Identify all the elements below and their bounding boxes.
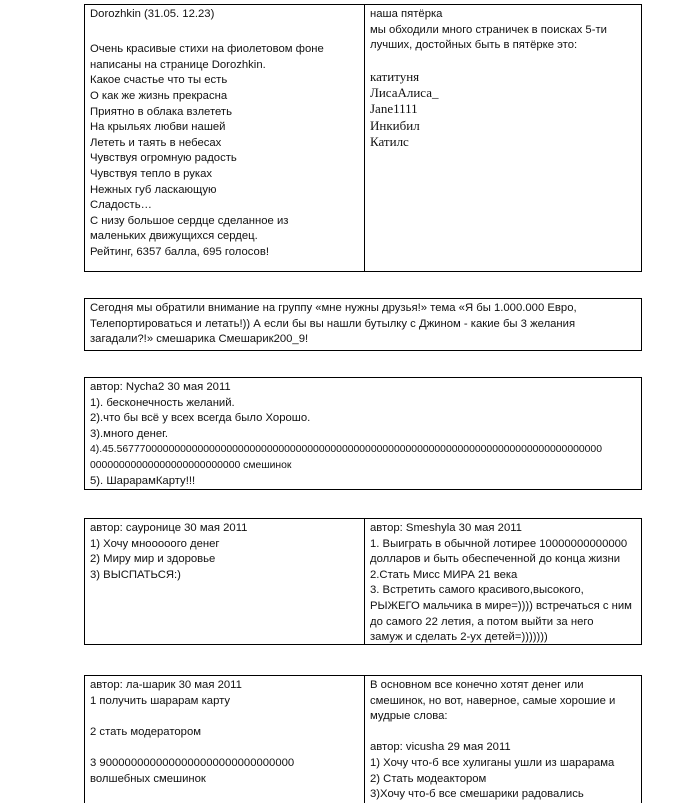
smeshyla-cell: [364, 519, 641, 644]
top5-text-line: мы обходили много страничек в поисках 5-ти: [370, 23, 607, 36]
wish-line: 3 9000000000000000000000000000000: [90, 756, 295, 769]
intro-line: мудрые слова:: [370, 710, 448, 723]
author-line: автор: vicusha 29 мая 2011: [370, 741, 511, 754]
author-line: автор: ла-шарик 30 мая 2011: [90, 679, 242, 691]
dorozhkin-header: Dorozhkin (31.05. 12.23): [90, 8, 215, 20]
section-dorozhkin-and-top5: [84, 4, 642, 272]
top5-text-line: лучших, достойных быть в пятёрке это:: [370, 39, 578, 52]
wish-line: 3. Встретить самого красивого,высокого,: [370, 584, 584, 597]
poem-line: Чувствуя огромную радость: [90, 152, 237, 165]
section-nycha2: [84, 377, 642, 490]
sauronice-cell: [85, 519, 364, 644]
topic-line: загадали?!» смешарика Смешарик200_9!: [90, 333, 309, 346]
rating-line: Рейтинг, 6357 балла, 695 голосов!: [90, 245, 269, 258]
wish-line: 4).45.567770000000000000000000000000000000000000000000000000000000000000000000000000000000: [90, 444, 602, 456]
top5-name: Катилс: [370, 133, 409, 149]
top5-cell: [364, 5, 641, 271]
wish-line: 1. Выиграть в обычной лотирее 10000000000000: [370, 537, 628, 550]
intro-line: смешинок, но вот, наверное, самые хорошие и: [370, 694, 616, 707]
wish-line: 1). бесконечность желаний.: [90, 396, 235, 409]
poem-line: О как же жизнь прекрасна: [90, 89, 228, 102]
author-line: автор: Nycha2 30 мая 2011: [90, 381, 231, 393]
topic-line: Телепортироваться и летать!)) А если бы вы нашли бутылку с Джином - какие бы 3 желания: [90, 317, 576, 330]
poem-line: Лететь и таять в небесах: [90, 136, 222, 149]
top5-header: наша пятёрка: [370, 8, 443, 20]
nycha2-cell: [85, 378, 641, 489]
wish-line: РЫЖЕГО мальчика в мире=)))) встречаться с ним: [370, 599, 632, 612]
poem-line: Приятно в облака взлететь: [90, 105, 232, 118]
top5-name: Инкибил: [370, 117, 420, 133]
poem-line: маленьких движущихся сердец.: [90, 230, 258, 243]
author-line: автор: сауронице 30 мая 2011: [90, 522, 248, 534]
author-line: автор: Smeshyla 30 мая 2011: [370, 522, 522, 534]
wish-line: до самого 22 летия, а потом выйти за него: [370, 615, 594, 628]
wish-line: долларов и быть обеспеченной до конца жизни: [370, 553, 621, 566]
poem-line: С низу большое сердце сделанное из: [90, 214, 289, 227]
group-topic-cell: [85, 299, 641, 350]
wish-line: 1) Хочу мнооооого денег: [90, 537, 220, 550]
la-sharik-cell: [85, 676, 364, 803]
wish-line: 2) Стать модеактором: [370, 772, 487, 785]
top5-name: ЛисаАлиса_: [370, 85, 439, 101]
wish-line: 3)Хочу что-б все смешарики радовались: [370, 788, 584, 801]
section-group-topic: [84, 298, 642, 351]
wish-line: 3) ВЫСПАТЬСЯ:): [90, 568, 181, 581]
wish-line: 2).что бы всё у всех всегда было Хорошо.: [90, 412, 311, 425]
poem-line: Какое счастье что ты есть: [90, 74, 228, 87]
dorozhkin-cell: [85, 5, 364, 271]
poem-line: написаны на странице Dorozhkin.: [90, 58, 266, 71]
section-la-sharik-vicusha: [84, 675, 642, 803]
wish-line: 5). ШарарамКарту!!!: [90, 474, 196, 487]
wish-line: 1 получить шарарам карту: [90, 694, 231, 707]
wish-line: замуж и сделать 2-ух детей=))))))): [370, 631, 548, 644]
intro-line: В основном все конечно хотят денег или: [370, 679, 584, 691]
vicusha-cell: [364, 676, 641, 803]
wish-line: 1) Хочу что-б все хулиганы ушли из шарарама: [370, 756, 615, 769]
poem-line: Чувствуя тепло в руках: [90, 167, 213, 180]
topic-line: Сегодня мы обратили внимание на группу «мне нужны друзья!» тема «Я бы 1.000.000 Евро,: [90, 302, 577, 314]
wish-line: волшебных смешинок: [90, 772, 206, 785]
wish-line: 00000000000000000000000000 смешинок: [90, 459, 292, 471]
top5-name: Jane1111: [370, 101, 418, 117]
poem-line: Нежных губ ласкающую: [90, 183, 217, 196]
wish-line: 2.Стать Мисс МИРА 21 века: [370, 568, 518, 581]
top5-name: катитуня: [370, 68, 420, 84]
wish-line: 2 стать модератором: [90, 725, 202, 738]
poem-line: На крыльях любви нашей: [90, 121, 226, 134]
poem-line: Очень красивые стихи на фиолетовом фоне: [90, 43, 324, 56]
wish-line: 2) Миру мир и здоровье: [90, 553, 216, 566]
wish-line: 3).много денег.: [90, 427, 169, 440]
section-sauronice-smeshyla: [84, 518, 642, 645]
poem-line: Сладость…: [90, 199, 152, 212]
